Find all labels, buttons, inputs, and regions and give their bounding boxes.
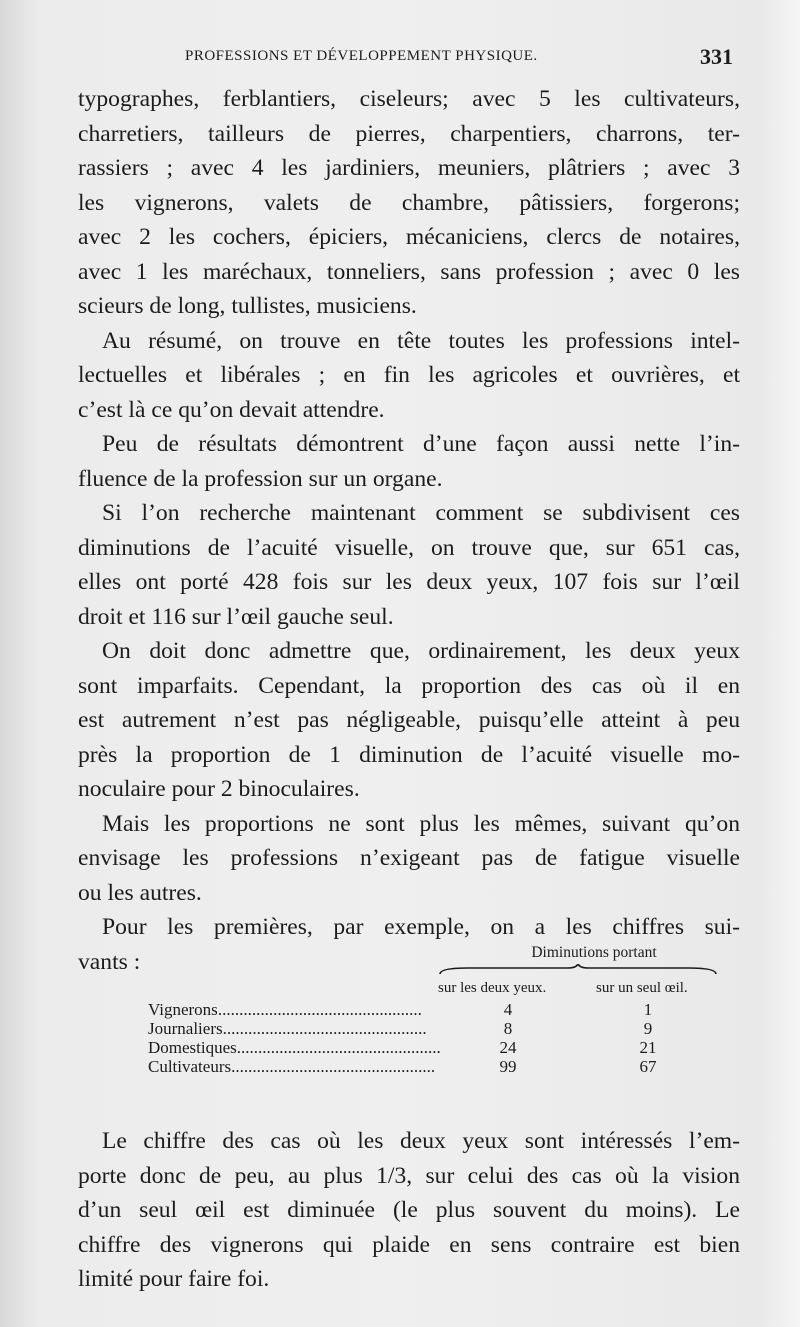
column-header-one-eye: sur un seul œil. (596, 980, 688, 996)
text-line: chiffre des vignerons qui plaide en sens contraire est bien (78, 1231, 740, 1258)
table-row (148, 1019, 688, 1038)
text-line: charretiers, tailleurs de pierres, charpentiers, charrons, ter- (78, 120, 740, 147)
text-line: noculaire pour 2 binoculaires. (78, 776, 360, 802)
dot-leader: Vignerons................................................ (148, 1000, 422, 1019)
text-line: les vignerons, valets de chambre, pâtissiers, forgerons; (78, 189, 740, 216)
value-one-eye: 67 (639, 1057, 657, 1076)
paragraph-1 (78, 82, 740, 324)
value-both-eyes: 24 (499, 1038, 517, 1057)
row-label: Journaliers (148, 1019, 223, 1038)
paragraph-5 (78, 634, 740, 807)
text-line: d’un seul œil est diminuée (le plus souvent du moins). Le (78, 1197, 740, 1223)
text-line: limité pour faire foi. (78, 1266, 270, 1292)
text-line: On doit donc admettre que, ordinairement, les deux yeux (102, 638, 740, 664)
text-line: c’est là ce qu’on devait attendre. (78, 396, 385, 423)
text-line: envisage les professions n’exigeant pas de fatigue visuelle (78, 845, 740, 871)
value-both-eyes: 8 (503, 1019, 513, 1038)
dot-leader: Journaliers................................................ (148, 1019, 427, 1038)
text-line: rassiers ; avec 4 les jardiniers, meuniers, plâtriers ; avec 3 (78, 155, 740, 181)
dot-leader: Cultivateurs................................................ (148, 1057, 436, 1076)
row-label: Domestiques (148, 1038, 237, 1057)
paragraph-closing (78, 1124, 740, 1297)
text-line: Pour les premières, par exemple, on a les chiffres sui- (102, 914, 740, 940)
text-line: près la proportion de 1 diminution de l’acuité visuelle mo- (78, 741, 740, 768)
table-row (148, 1000, 688, 1019)
text-line: lectuelles et libérales ; en fin les agricoles et ouvrières, et (78, 362, 740, 388)
value-both-eyes: 4 (503, 1000, 513, 1019)
value-one-eye: 21 (639, 1038, 657, 1057)
value-one-eye: 1 (643, 1000, 653, 1019)
value-one-eye: 9 (643, 1019, 653, 1038)
text-line: sont imparfaits. Cependant, la proportion des cas où il en (78, 672, 740, 699)
text-line: fluence de la profession sur un organe. (78, 465, 443, 492)
text-line: avec 1 les maréchaux, tonneliers, sans profession ; avec 0 les (78, 258, 740, 285)
column-header-both-eyes: sur les deux yeux. (438, 980, 547, 996)
brace-divider (438, 964, 718, 976)
text-line: droit et 116 sur l’œil gauche seul. (78, 603, 394, 630)
table-row (148, 1057, 688, 1076)
running-title: PROFESSIONS ET DÉVELOPPEMENT PHYSIQUE. (185, 48, 538, 64)
text-line: Mais les proportions ne sont plus les mêmes, suivant qu’on (102, 810, 740, 837)
paragraph-6 (78, 807, 740, 911)
text-line: ou les autres. (78, 879, 202, 906)
row-label: Vignerons (148, 1000, 218, 1019)
text-line: porte donc de peu, au plus 1/3, sur celui des cas où la vision (78, 1162, 740, 1189)
text-line: elles ont porté 428 fois sur les deux yeux, 107 fois sur l’œil (78, 569, 740, 595)
table-group-header: Diminutions portant (531, 944, 657, 961)
text-line: scieurs de long, tullistes, musiciens. (78, 293, 417, 319)
paragraph-2 (78, 324, 740, 428)
table-row (148, 1038, 688, 1057)
body-text (78, 82, 740, 979)
text-line: Le chiffre des cas où les deux yeux sont intéressés l’em- (102, 1128, 740, 1154)
text-line: typographes, ferblantiers, ciseleurs; avec 5 les cultivateurs, (78, 86, 740, 112)
text-line: Au résumé, on trouve en tête toutes les professions intel- (102, 327, 740, 354)
text-line: avec 2 les cochers, épiciers, mécaniciens, clercs de notaires, (78, 224, 740, 250)
table-body (148, 1000, 688, 1076)
text-line: vants : (78, 948, 141, 975)
dot-leader: Domestiques................................................ (148, 1038, 441, 1057)
page-header (0, 44, 800, 76)
text-line: est autrement n’est pas négligeable, puisqu’elle atteint à peu (78, 707, 740, 733)
page-number: 331 (700, 44, 733, 69)
value-both-eyes: 99 (499, 1057, 517, 1076)
text-line: Si l’on recherche maintenant comment se subdivisent ces (102, 500, 740, 526)
text-line: diminutions de l’acuité visuelle, on trouve que, sur 651 cas, (78, 534, 740, 561)
row-label: Cultivateurs (148, 1057, 232, 1076)
text-line: Peu de résultats démontrent d’une façon aussi nette l’in- (102, 431, 740, 457)
paragraph-4 (78, 496, 740, 634)
paragraph-3 (78, 427, 740, 496)
closing-text (78, 1124, 740, 1297)
